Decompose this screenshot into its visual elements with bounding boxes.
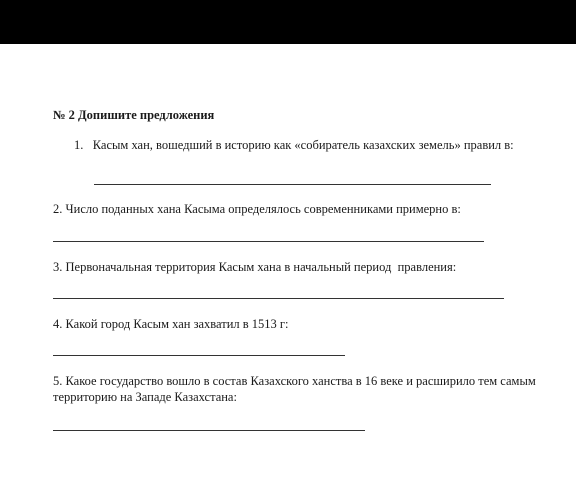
question-5-continuation [53,389,237,405]
answer-line-2[interactable] [53,241,484,242]
question-3-text: Первоначальная территория Касым хана в начальный период правления: [65,260,457,274]
question-4-text: Какой город Касым хан захватил в 1513 г: [65,317,289,331]
question-2-text: Число поданных хана Касыма определялось современниками примерно в: [65,202,461,216]
question-2-number: 2. [53,202,63,216]
question-4 [53,316,289,332]
question-4-number: 4. [53,317,63,331]
question-1-text: Касым хан, вошедший в историю как «собиратель казахских земель» правил в: [92,138,514,152]
question-5-text-line-1: Какое государство вошло в состав Казахского ханства в 16 веке и расширило тем самым [65,374,536,388]
answer-line-3[interactable] [53,298,504,299]
question-2 [53,201,461,217]
question-3 [53,259,456,275]
question-5-number: 5. [53,374,63,388]
answer-line-5[interactable] [53,430,365,431]
answer-line-1[interactable] [94,184,491,185]
question-5-text-line-2: территорию на Западе Казахстана: [53,390,237,404]
question-5 [53,373,536,389]
answer-line-4[interactable] [53,355,345,356]
question-1 [74,137,514,153]
question-3-number: 3. [53,260,63,274]
question-1-number: 1. [74,138,84,152]
task-heading: № 2 Допишите предложения [53,108,215,122]
